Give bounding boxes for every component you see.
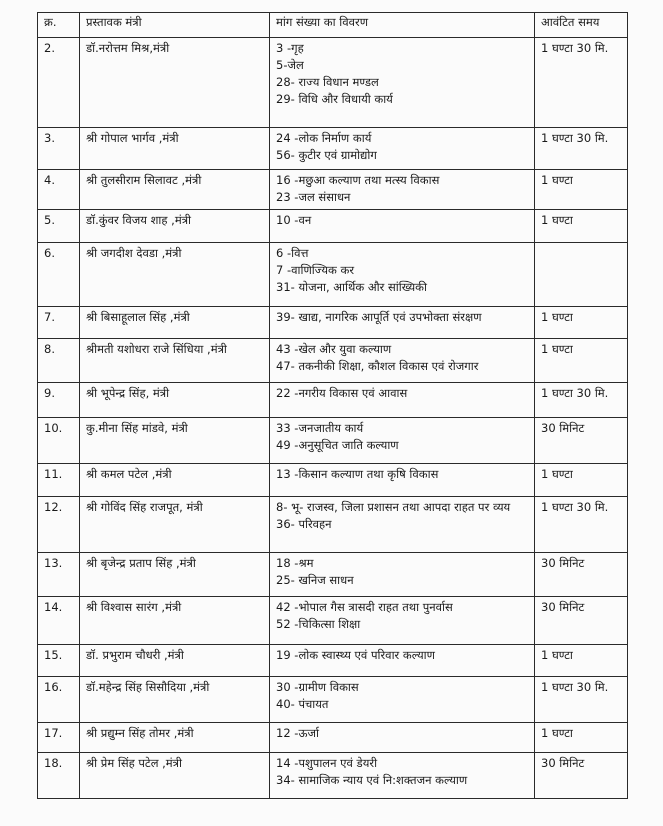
demand-item: 13 -किसान कल्याण तथा कृषि विकास bbox=[276, 467, 439, 481]
table-row bbox=[38, 383, 628, 418]
row-demands bbox=[270, 339, 535, 383]
row-time: 1 घण्टा bbox=[535, 307, 628, 339]
table-row bbox=[38, 464, 628, 497]
row-minister: श्री भूपेन्द्र सिंह, मंत्री bbox=[80, 383, 270, 418]
row-demands bbox=[270, 753, 535, 799]
table-row bbox=[38, 339, 628, 383]
row-minister: श्री बिसाहूलाल सिंह ,मंत्री bbox=[80, 307, 270, 339]
row-demands bbox=[270, 243, 535, 307]
row-demands bbox=[270, 383, 535, 418]
row-time: 1 घण्टा 30 मि. bbox=[535, 497, 628, 553]
row-time: 1 घण्टा 30 मि. bbox=[535, 38, 628, 128]
demand-item: 39- खाद्य, नागरिक आपूर्ति एवं उपभोक्ता संरक्षण bbox=[276, 310, 482, 324]
row-serial: 7. bbox=[38, 307, 80, 339]
table-row bbox=[38, 38, 628, 128]
table-row bbox=[38, 753, 628, 799]
demand-item: 24 -लोक निर्माण कार्य bbox=[276, 131, 372, 145]
table-body bbox=[38, 38, 628, 799]
demand-item: 36- परिवहन bbox=[276, 517, 332, 531]
row-serial: 2. bbox=[38, 38, 80, 128]
row-demands bbox=[270, 418, 535, 464]
row-serial: 6. bbox=[38, 243, 80, 307]
row-serial: 13. bbox=[38, 553, 80, 597]
table-row bbox=[38, 418, 628, 464]
demand-item: 12 -ऊर्जा bbox=[276, 726, 319, 740]
row-serial: 4. bbox=[38, 170, 80, 210]
row-serial: 15. bbox=[38, 645, 80, 677]
row-serial: 9. bbox=[38, 383, 80, 418]
demand-item: 16 -मछुआ कल्याण तथा मत्स्य विकास bbox=[276, 173, 440, 187]
table-row bbox=[38, 497, 628, 553]
demand-item: 52 -चिकित्सा शिक्षा bbox=[276, 617, 361, 631]
row-serial: 10. bbox=[38, 418, 80, 464]
demand-item: 31- योजना, आर्थिक और सांख्यिकी bbox=[276, 280, 427, 294]
row-demands bbox=[270, 38, 535, 128]
demand-item: 34- सामाजिक न्याय एवं नि:शक्तजन कल्याण bbox=[276, 773, 468, 787]
demand-allocation-table bbox=[37, 12, 628, 799]
row-demands bbox=[270, 597, 535, 645]
table-row bbox=[38, 128, 628, 170]
row-serial: 16. bbox=[38, 677, 80, 723]
row-time: 1 घण्टा bbox=[535, 210, 628, 243]
header-minister: प्रस्तावक मंत्री bbox=[80, 13, 270, 38]
demand-item: 6 -वित्त bbox=[276, 246, 309, 260]
header-serial: क्र. bbox=[38, 13, 80, 38]
demand-item: 30 -ग्रामीण विकास bbox=[276, 680, 359, 694]
row-serial: 14. bbox=[38, 597, 80, 645]
row-demands bbox=[270, 307, 535, 339]
row-serial: 8. bbox=[38, 339, 80, 383]
row-serial: 3. bbox=[38, 128, 80, 170]
row-time: 1 घण्टा bbox=[535, 464, 628, 497]
table-row bbox=[38, 553, 628, 597]
row-minister: डॉ.महेन्द्र सिंह सिसौदिया ,मंत्री bbox=[80, 677, 270, 723]
row-minister: श्री जगदीश देवडा ,मंत्री bbox=[80, 243, 270, 307]
row-demands bbox=[270, 497, 535, 553]
header-demands: मांग संख्या का विवरण bbox=[270, 13, 535, 38]
demand-item: 47- तकनीकी शिक्षा, कौशल विकास एवं रोजगार bbox=[276, 359, 479, 373]
demand-item: 43 -खेल और युवा कल्याण bbox=[276, 342, 392, 356]
row-demands bbox=[270, 170, 535, 210]
row-demands bbox=[270, 210, 535, 243]
row-demands bbox=[270, 645, 535, 677]
row-demands bbox=[270, 723, 535, 753]
row-minister: कु.मीना सिंह मांडवे, मंत्री bbox=[80, 418, 270, 464]
row-time: 1 घण्टा bbox=[535, 339, 628, 383]
row-demands bbox=[270, 553, 535, 597]
row-serial: 5. bbox=[38, 210, 80, 243]
demand-item: 49 -अनुसूचित जाति कल्याण bbox=[276, 438, 399, 452]
row-time: 1 घण्टा 30 मि. bbox=[535, 677, 628, 723]
table-row bbox=[38, 307, 628, 339]
table-header-row bbox=[38, 13, 628, 38]
demand-item: 18 -श्रम bbox=[276, 556, 314, 570]
row-demands bbox=[270, 677, 535, 723]
row-minister: डॉ. प्रभुराम चौधरी ,मंत्री bbox=[80, 645, 270, 677]
row-time: 30 मिनिट bbox=[535, 597, 628, 645]
table-row bbox=[38, 170, 628, 210]
row-demands bbox=[270, 464, 535, 497]
row-minister: श्री प्रद्युम्न सिंह तोमर ,मंत्री bbox=[80, 723, 270, 753]
row-serial: 18. bbox=[38, 753, 80, 799]
row-time bbox=[535, 243, 628, 307]
demand-item: 23 -जल संसाधन bbox=[276, 190, 351, 204]
row-minister: श्री बृजेन्द्र प्रताप सिंह ,मंत्री bbox=[80, 553, 270, 597]
demand-item: 3 -गृह bbox=[276, 41, 304, 55]
row-minister: श्री विश्वास सारंग ,मंत्री bbox=[80, 597, 270, 645]
table-row bbox=[38, 597, 628, 645]
row-time: 30 मिनिट bbox=[535, 418, 628, 464]
row-time: 1 घण्टा bbox=[535, 723, 628, 753]
demand-item: 7 -वाणिज्यिक कर bbox=[276, 263, 355, 277]
demand-item: 22 -नगरीय विकास एवं आवास bbox=[276, 386, 408, 400]
demand-item: 8- भू- राजस्व, जिला प्रशासन तथा आपदा राहत पर व्यय bbox=[276, 500, 511, 514]
row-minister: श्री प्रेम सिंह पटेल ,मंत्री bbox=[80, 753, 270, 799]
table-row bbox=[38, 723, 628, 753]
demand-item: 28- राज्य विधान मण्डल bbox=[276, 75, 379, 89]
demand-item: 5-जेल bbox=[276, 58, 304, 72]
row-time: 1 घण्टा 30 मि. bbox=[535, 128, 628, 170]
demand-item: 40- पंचायत bbox=[276, 697, 329, 711]
demand-item: 10 -वन bbox=[276, 213, 312, 227]
demand-item: 19 -लोक स्वास्थ्य एवं परिवार कल्याण bbox=[276, 648, 435, 662]
row-time: 1 घण्टा bbox=[535, 645, 628, 677]
row-minister: डॉ.कुंवर विजय शाह ,मंत्री bbox=[80, 210, 270, 243]
demand-item: 42 -भोपाल गैस त्रासदी राहत तथा पुनर्वास bbox=[276, 600, 453, 614]
row-serial: 11. bbox=[38, 464, 80, 497]
table-row bbox=[38, 210, 628, 243]
table-row bbox=[38, 645, 628, 677]
row-serial: 17. bbox=[38, 723, 80, 753]
row-time: 1 घण्टा bbox=[535, 170, 628, 210]
row-minister: श्री गोविंद सिंह राजपूत, मंत्री bbox=[80, 497, 270, 553]
row-minister: श्री कमल पटेल ,मंत्री bbox=[80, 464, 270, 497]
row-serial: 12. bbox=[38, 497, 80, 553]
demand-item: 56- कुटीर एवं ग्रामोद्योग bbox=[276, 148, 377, 162]
row-minister: श्रीमती यशोधरा राजे सिंधिया ,मंत्री bbox=[80, 339, 270, 383]
header-time: आवंटित समय bbox=[535, 13, 628, 38]
demand-item: 25- खनिज साधन bbox=[276, 573, 354, 587]
row-demands bbox=[270, 128, 535, 170]
demand-item: 33 -जनजातीय कार्य bbox=[276, 421, 364, 435]
demand-item: 29- विधि और विधायी कार्य bbox=[276, 92, 393, 106]
row-time: 30 मिनिट bbox=[535, 553, 628, 597]
table-row bbox=[38, 677, 628, 723]
row-time: 30 मिनिट bbox=[535, 753, 628, 799]
row-minister: डॉ.नरोत्तम मिश्र,मंत्री bbox=[80, 38, 270, 128]
row-time: 1 घण्टा 30 मि. bbox=[535, 383, 628, 418]
demand-item: 14 -पशुपालन एवं डेयरी bbox=[276, 756, 378, 770]
row-minister: श्री गोपाल भार्गव ,मंत्री bbox=[80, 128, 270, 170]
row-minister: श्री तुलसीराम सिलावट ,मंत्री bbox=[80, 170, 270, 210]
table-row bbox=[38, 243, 628, 307]
